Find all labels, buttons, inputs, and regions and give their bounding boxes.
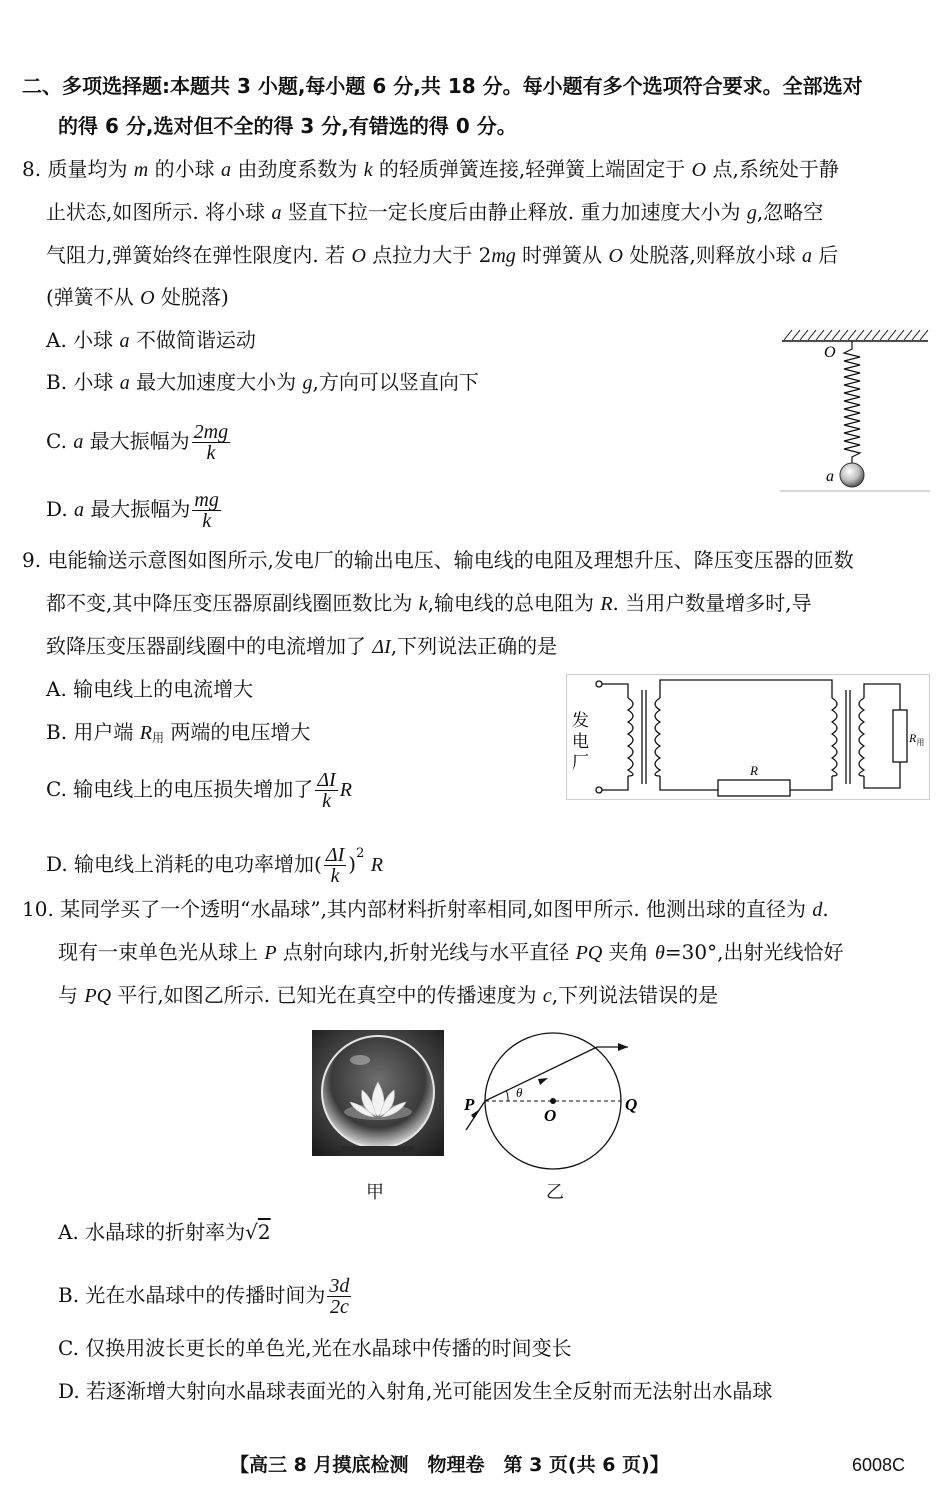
q9-option-a: A. 输电线上的电流增大 (46, 677, 254, 701)
q9-line-1: 9. 电能输送示意图如图所示,发电厂的输出电压、输电线的电阻及理想升压、降压变压器的匝数 (22, 548, 854, 572)
q8-option-c: C. a 最大振幅为 $\frac{2mg}{k}$ (46, 421, 229, 464)
caption-jia: 甲 (366, 1182, 384, 1203)
q10-option-a: A. 水晶球的折射率为√2 (58, 1220, 271, 1244)
fraction: $\frac{mg}{k}$ (194, 489, 219, 532)
q10-option-d: D. 若逐渐增大射向水晶球表面光的入射角,光可能因发生全反射而无法射出水晶球 (58, 1379, 773, 1403)
q8-line-1: 8. 质量均为 m 的小球 a 由劲度系数为 k 的轻质弹簧连接,轻弹簧上端固定于 O 点,系统处于静 (22, 157, 839, 181)
section-header: 二、多项选择题:本题共 3 小题,每小题 6 分,共 18 分。每小题有多个选项符合要求。全部选对 (22, 74, 863, 98)
footer-title: 【高三 8 月摸底检测 物理卷 第 3 页(共 6 页)】 (230, 1454, 669, 1476)
label-plant-2: 电 (572, 732, 589, 751)
q9-option-d: D. 输电线上消耗的电功率增加( $\frac{\Delta I}{k}$ )$^2$ R (46, 844, 383, 887)
label-o: O (544, 1106, 557, 1125)
q8-option-b: B. 小球 a 最大加速度大小为 g,方向可以竖直向下 (46, 370, 479, 394)
refraction-diagram (458, 1026, 640, 1176)
caption-yi: 乙 (546, 1182, 564, 1203)
q8-line-2: 止状态,如图所示. 将小球 a 竖直下拉一定长度后由静止释放. 重力加速度大小为 g,忽略空 (46, 200, 824, 224)
label-o: O (824, 344, 836, 361)
label-a: a (826, 468, 834, 485)
spring-figure (778, 325, 932, 493)
q9-line-3: 致降压变压器副线圈中的电流增加了 ΔI,下列说法正确的是 (46, 634, 558, 658)
footer-code: 6008C (852, 1455, 906, 1475)
label-p: P (464, 1095, 475, 1114)
q9-option-b: B. 用户端 $R_用$ 两端的电压增大 (46, 720, 311, 745)
fraction: $\frac{2mg}{k}$ (193, 421, 229, 464)
q8-line-4: (弹簧不从 O 处脱落) (46, 285, 229, 309)
label-r: R (750, 763, 758, 778)
q8-option-d: D. a 最大振幅为 $\frac{mg}{k}$ (46, 489, 219, 532)
fraction: $\frac{3d}{2c}$ (329, 1275, 350, 1318)
label-r-user: $R_用$ (909, 731, 925, 747)
fraction: $\frac{\Delta I}{k}$ (317, 769, 336, 812)
crystal-ball-photo (312, 1030, 444, 1156)
q10-option-c: C. 仅换用波长更长的单色光,光在水晶球中传播的时间变长 (58, 1336, 572, 1360)
q10-line-2: 现有一束单色光从球上 P 点射向球内,折射光线与水平直径 PQ 夹角 θ=30°,出射光线恰好 (58, 940, 844, 964)
q8-option-a: A. 小球 a 不做简谐运动 (46, 328, 256, 352)
q9-line-2: 都不变,其中降压变压器原副线圈匝数比为 k,输电线的总电阻为 R. 当用户数量增多时,导 (46, 591, 812, 615)
sqrt-symbol: √ (245, 1220, 258, 1244)
q8-line-3: 气阻力,弹簧始终在弹性限度内. 若 O 点拉力大于 2mg 时弹簧从 O 处脱落,则释放小球 a 后 (46, 243, 839, 267)
label-q: Q (625, 1095, 638, 1114)
label-theta: θ (516, 1085, 523, 1100)
power-transmission-diagram (566, 674, 930, 800)
q9-option-c: C. 输电线上的电压损失增加了 $\frac{\Delta I}{k}$ R (46, 769, 352, 812)
label-plant-3: 厂 (572, 753, 589, 772)
q10-line-3: 与 PQ 平行,如图乙所示. 已知光在真空中的传播速度为 c,下列说法错误的是 (58, 983, 719, 1007)
q10-option-b: B. 光在水晶球中的传播时间为 $\frac{3d}{2c}$ (58, 1275, 350, 1318)
fraction: $\frac{\Delta I}{k}$ (325, 844, 345, 887)
q10-line-1: 10. 某同学买了一个透明“水晶球”,其内部材料折射率相同,如图甲所示. 他测出球的直径为 d. (22, 897, 829, 921)
label-plant-1: 发 (572, 711, 589, 730)
section-header-cont: 的得 6 分,选对但不全的得 3 分,有错选的得 0 分。 (58, 114, 517, 138)
